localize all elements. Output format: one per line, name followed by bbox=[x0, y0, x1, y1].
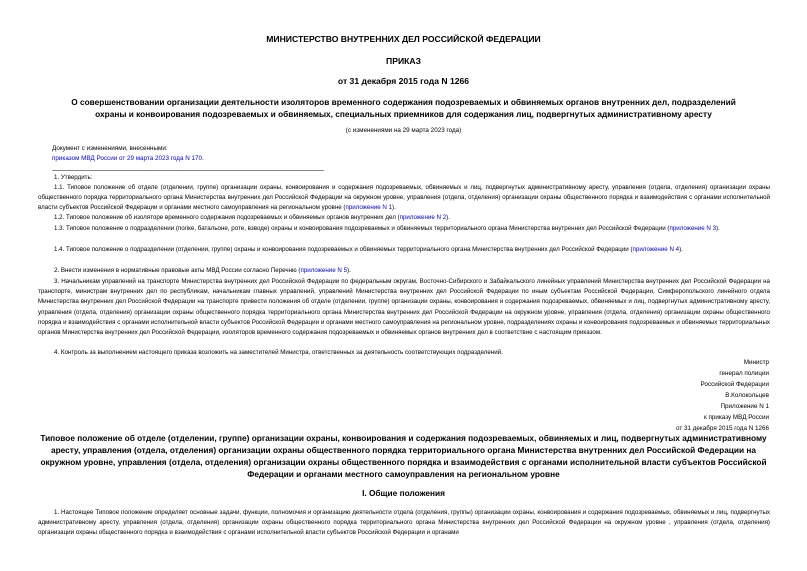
paragraph-1-1 bbox=[38, 183, 770, 214]
paragraph-1-3 bbox=[38, 224, 770, 234]
order-title-line-2: охраны и конвоирования подозреваемых и обвиняемых, специальных приемников для содержания лиц, подвергнутых административному аресту bbox=[95, 109, 712, 119]
appendix-ref: к приказу МВД России bbox=[703, 414, 769, 421]
paragraph-1-2-end: ). bbox=[446, 214, 450, 221]
order-title bbox=[40, 96, 767, 120]
section-heading: I. Общие положения bbox=[362, 488, 445, 498]
signature-name: В.Колокольцев bbox=[725, 392, 769, 399]
paragraph-1-3-end: ). bbox=[716, 225, 720, 232]
appendix-1-link[interactable]: приложение N 1 bbox=[345, 204, 393, 212]
changes-box-entry bbox=[52, 154, 324, 164]
date-number-heading: от 31 декабря 2015 года N 1266 bbox=[337, 76, 470, 86]
paragraph-1-4-text: 1.4. Типовое положение о подразделении (отделении, группе) охраны и конвоирования подозреваемых и обвиняемых территориального органа Министерства внутренних дел Российской Федерации ( bbox=[54, 246, 633, 253]
appendix-2-link[interactable]: приложение N 2 bbox=[399, 214, 447, 221]
appendix-4-link[interactable]: приложение N 4 bbox=[632, 246, 680, 253]
changes-box bbox=[52, 144, 324, 164]
doc-type-heading: ПРИКАЗ bbox=[386, 56, 421, 66]
paragraph-1-4 bbox=[38, 245, 770, 255]
paragraph-1-2 bbox=[38, 213, 770, 223]
signature-rank: генерал полиции bbox=[719, 370, 769, 377]
amendment-link-dot: . bbox=[202, 155, 204, 162]
appendix-3-link[interactable]: приложение N 3 bbox=[669, 225, 717, 232]
appendix-paragraph-1: 1. Настоящее Типовое положение определяет основные задачи, функции, полномочия и организацию деятельности отдела (отделения, группы) организации охраны, конвоирования и содержания подозреваемых, обвиняемых и лиц, подвергнутых административному аресту, управления (отдела, отделения) организации охраны общественного порядка территориального органа Министерства внутренних дел Российской Федерации на окружном уровне , управления (отдела, отделения) организации охраны общественного порядка и взаимодействия с органами исполнительной власти субъектов Российской Федерации и органами bbox=[38, 509, 770, 537]
appendix-5-link[interactable]: приложение N 5 bbox=[300, 267, 348, 274]
paragraph-1-4-end: ). bbox=[679, 246, 683, 253]
paragraph-2-text: 2. Внести изменения в нормативные правовые акты МВД России согласно Перечню ( bbox=[54, 267, 301, 274]
paragraph-2 bbox=[38, 266, 770, 276]
amendment-link[interactable]: приказом МВД России от 29 марта 2023 года N 170 bbox=[52, 155, 202, 162]
signature-block bbox=[529, 357, 769, 434]
appendix-title: Типовое положение об отделе (отделении, группе) организации охраны, конвоирования и содержания подозреваемых, обвиняемых и лиц, подвергнутых административному аресту, управления (отдела, отделения) организации охраны общественного порядка территориального органа Министерства внутренних дел Российской Федерации на окружном уровне, управления (отдела, отделения) организации охраны общественного порядка и взаимодействия с органами исполнительной власти субъектов Российской Федерации и органами местного самоуправления на региональном уровне bbox=[40, 433, 767, 479]
paragraph-1-1-text: 1.1. Типовое положение об отделе (отделении, группе) организации охраны, конвоирования и содержания подозреваемых, обвиняемых и лиц, подвергнутых административному аресту, управления (отдела, отделения) организации охраны общественного порядка территориального органа Министерства внутренних дел Российской Федерации на окружном уровне, управления (отдела, отделения) организации охраны общественного порядка и взаимодействия с органами исполнительной власти субъектов Российской Федерации и органами местного самоуправления на региональном уровне ( bbox=[38, 184, 770, 212]
paragraph-1-2-text: 1.2. Типовое положение об изоляторе временного содержания подозреваемых и обвиняемых органов внутренних дел ( bbox=[54, 214, 400, 221]
paragraph-1: 1. Утвердить: bbox=[54, 174, 93, 181]
paragraph-3: 3. Начальникам управлений на транспорте Министерства внутренних дел Российской Федерации по федеральным округам, Восточно-Сибирского и Забайкальского линейных управлений Министерства внутренних дел Российской Федерации на транспорте, министрам внутренних дел по республикам, начальникам главных управлений, управлений Министерства внутренних дел Российской Федерации по иным субъектам Российской Федерации, Симферопольского линейного отдела Министерства внутренних дел Российской Федерации на транспорте привести положения об отделе (отделении, группе) организации охраны, конвоирования и содержания подозреваемых, обвиняемых и лиц, подвергнутых административному аресту, управления (отдела, отделения) организации охраны общественного порядка территориального органа Министерства внутренних дел Российской Федерации на окружном уровне, управления (отдела, отделения) организации охраны общественного порядка и взаимодействия с органами исполнительной власти субъектов Российской Федерации и органами местного самоуправления на региональном уровне, подразделениях охраны и конвоирования подозреваемых и обвиняемых территориальных органов Министерства внутренних дел Российской Федерации, изоляторов временного содержания подозреваемых и обвиняемых органов внутренних дел в соответствие с настоящим приказом. bbox=[38, 278, 770, 337]
changes-box-label: Документ с изменениями, внесенными: bbox=[52, 145, 168, 152]
paragraph-2-end: ). bbox=[347, 267, 351, 274]
paragraph-4: 4. Контроль за выполнением настоящего приказа возложить на заместителей Министра, ответственных за деятельность соответствующих подразделений. bbox=[54, 349, 503, 356]
paragraph-1-1-end: ). bbox=[392, 204, 396, 212]
appendix-label: Приложение N 1 bbox=[720, 403, 769, 410]
appendix-date: от 31 декабря 2015 года N 1266 bbox=[675, 425, 769, 432]
amended-note: (с изменениями на 29 марта 2023 года) bbox=[345, 127, 462, 134]
changes-box-divider bbox=[52, 170, 324, 171]
signature-minister: Министр bbox=[743, 359, 769, 366]
ministry-heading: МИНИСТЕРСТВО ВНУТРЕННИХ ДЕЛ РОССИЙСКОЙ ФЕДЕРАЦИИ bbox=[266, 34, 541, 44]
paragraph-1-3-text: 1.3. Типовое положение о подразделении (полке, батальоне, роте, взводе) охраны и конвоирования подозреваемых и обвиняемых территориального органа Министерства внутренних дел Российской Федерации ( bbox=[54, 225, 670, 232]
signature-country: Российской Федерации bbox=[700, 381, 769, 388]
order-title-line-1: О совершенствовании организации деятельности изоляторов временного содержания подозреваемых и обвиняемых органов внутренних дел, подразделений bbox=[71, 97, 736, 107]
